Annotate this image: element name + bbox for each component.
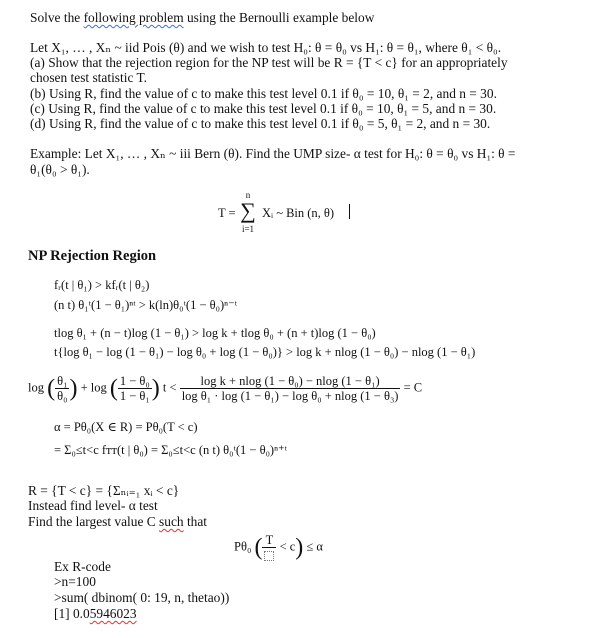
log-label: log [28,380,44,395]
probability-inequality: Pθ₀ ( T < c) ≤ α [234,533,323,561]
code-title: Ex R-code [54,559,111,574]
problem-part-a-cont: chosen test statistic T. [30,70,148,85]
intro-line [30,10,374,26]
code-output-text: [1] 0.0 [54,606,90,621]
sum-upper-limit: n [245,190,251,200]
problem-part-a: (a) Show that the rejection region for the NP test will be R = {T < c} for an appropriately [30,55,508,70]
np-heading: NP Rejection Region [28,248,157,264]
instead-line: Instead find level- α test [28,498,158,513]
prob-frac-numerator: T [262,533,276,548]
find-text: Find the largest value C [28,514,160,529]
prob-le-alpha: ≤ α [306,539,323,554]
np-eq-7: = Σ₀≤t<c fᴛᴛ(t | θ₀) = Σ₀≤t<c (n t) θ₀ᵗ(1 − θ₀)ⁿ⁺ᵗ [54,443,288,457]
frac-3-denominator: log θ₁ · log (1 − θ₁) − log θ₀ + nlog (1 − θ₃) [181,389,399,403]
prob-label: Pθ₀ [234,539,252,554]
t-statistic-lhs: T = [218,206,236,220]
example-line-1: Example: Let X₁, … , Xₙ ~ iii Bern (θ). Find the UMP size- α test for H₀: θ = θ₀ vs H₁: θ = [30,146,516,161]
sum-symbol: ∑ [240,198,256,223]
sum-lower-limit: i=1 [241,224,255,234]
spellcheck-underlined-text: following problem [83,10,184,25]
equals-c: = C [403,380,423,395]
frac-1-denominator: θ₀ [57,389,68,403]
np-eq-1: fᵣ(t | θ₁) > kfᵣ(t | θ₂) [54,278,150,292]
rejection-region-line: R = {T < c} = {Σₙᵢ₌₁ xᵢ < c} [28,483,180,498]
frac-3-numerator: log k + nlog (1 − θ₀) − nlog (1 − θ₁) [180,374,401,389]
np-eq-4: t{log θ₁ − log (1 − θ₁) − log θ₀ + log (1 − θ₀)} > log k + nlog (1 − θ₀) − nlog (1 − θ₁) [54,345,476,359]
np-eq-2: (n t) θ₁ᵗ(1 − θ₁)ⁿᵗ > k(ln)θ₀ᵗ(1 − θ₀)ⁿ⁻ᵗ [54,298,238,312]
code-output-underlined: 5946023 [89,606,137,621]
t-statistic-rhs: Xᵢ ~ Bin (n, θ) [262,206,335,220]
t-less-than: t < [162,380,177,395]
code-line-1: >n=100 [54,574,96,589]
problem-part-b: (b) Using R, find the value of c to make this test level 0.1 if θ₀ = 10, θ₁ = 2, and n = 30. [30,86,497,101]
placeholder-box-icon [262,548,276,562]
np-eq-5: log ( $\frac{\text{θ₁}}{\text{θ₀}}$ ) + log ( $\frac{\text{1 − θ₀}}{\text{1 − θ₁}}$ ) t < $\frac{\text{log k + nlog (1 − θ₀) − nlog (1 − θ₁)}}{\text{log θ₁ · log (1 − θ₁) − log θ₀ + nlog (1 − θ₃)}}$ = C [28,374,423,403]
intro-text: Solve the [30,10,84,25]
problem-part-c: (c) Using R, find the value of c to make this test level 0.1 if θ₀ = 10, θ₁ = 5, and n = 30. [30,101,497,116]
np-eq-3: tlog θ₁ + (n − t)log (1 − θ₁) > log k + tlog θ₀ + (n + t)log (1 − θ₀) [54,326,376,340]
frac-1-numerator: θ₁ [57,374,68,388]
plus-log-label: + log [80,380,107,395]
problem-part-d: (d) Using R, find the value of c to make this test level 0.1 if θ₀ = 5, θ₁ = 2, and n = 30. [30,116,491,131]
frac-2-numerator: 1 − θ₀ [119,374,150,388]
find-line [28,514,207,530]
example-line-2: θ₁(θ₀ > θ₁). [30,162,90,177]
text-cursor [349,204,350,219]
intro-text-end: using the Bernoulli example below [183,10,375,25]
prob-less-than-c: < c [279,539,296,554]
code-line-2: >sum( dbinom( 0: 19, n, thetao)) [54,590,230,605]
spellcheck-underlined-word: such [159,514,184,529]
code-output [54,606,137,622]
frac-2-denominator: 1 − θ₁ [119,389,150,403]
problem-let-line: Let X₁, … , Xₙ ~ iid Pois (θ) and we wish to test H₀: θ = θ₀ vs H₁: θ = θ₁, where θ₁ < θ₀. [30,40,502,55]
np-eq-6: α = Pθ₀(X ∈ R) = Pθ₀(T < c) [54,420,198,434]
find-text-end: that [183,514,208,529]
